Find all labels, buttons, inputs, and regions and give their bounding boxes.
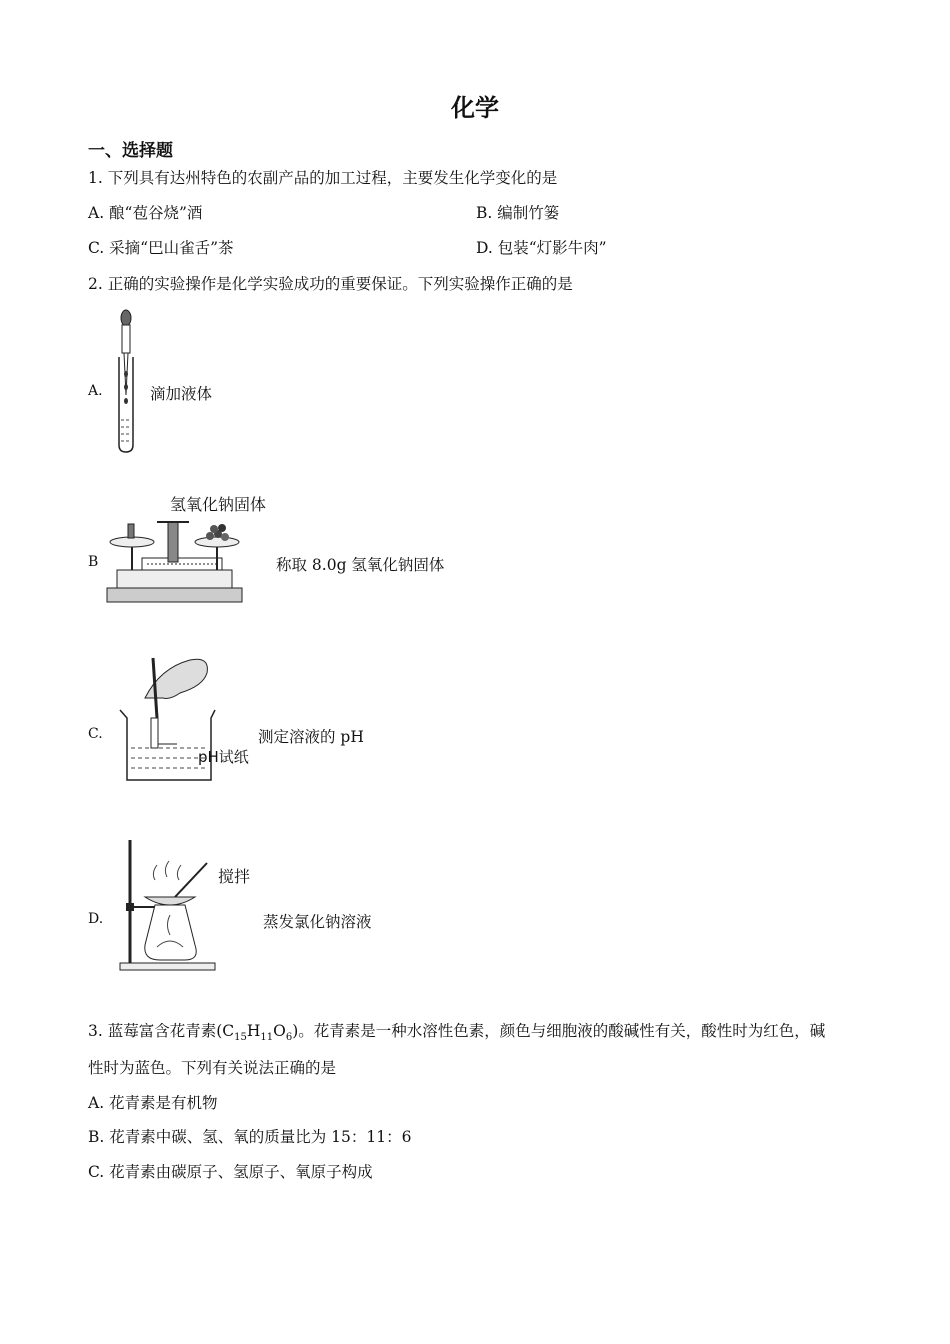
section-heading: 一、选择题 bbox=[88, 141, 173, 161]
q3-stem-line2: 性时为蓝色。下列有关说法正确的是 bbox=[88, 1059, 337, 1077]
q2-option-c-text: 测定溶液的 pH bbox=[258, 728, 364, 746]
q2-option-a-text: 滴加液体 bbox=[150, 385, 213, 403]
q2-stem: 2. 正确的实验操作是化学实验成功的重要保证。下列实验操作正确的是 bbox=[88, 275, 573, 293]
balance-figure bbox=[102, 512, 247, 608]
q3-option-a: A. 花青素是有机物 bbox=[88, 1094, 218, 1112]
q1-option-d: D. 包装“灯影牛肉” bbox=[476, 239, 607, 257]
q2-option-a-letter: A. bbox=[88, 383, 103, 399]
q1-option-a: A. 酿“苞谷烧”酒 bbox=[88, 204, 203, 222]
q2-option-d-letter: D. bbox=[88, 911, 104, 927]
q2-option-d-text: 蒸发氯化钠溶液 bbox=[263, 913, 372, 931]
ph-paper-label: pH试纸 bbox=[198, 748, 249, 766]
q1-option-c: C. 采摘“巴山雀舌”茶 bbox=[88, 239, 234, 257]
page-title: 化学 bbox=[451, 94, 499, 122]
q3-stem-line1: 3. 蓝莓富含花青素$(C_{15}H_{11}O_6)$。花青素是一种水溶性色素，颜色与细胞液的酸碱性有关，酸性时为红色，碱 bbox=[88, 1022, 826, 1044]
q1-option-b: B. 编制竹篓 bbox=[476, 204, 560, 222]
naoh-label: 氢氧化钠固体 bbox=[170, 495, 267, 514]
q3-option-c: C. 花青素由碳原子、氢原子、氧原子构成 bbox=[88, 1163, 373, 1181]
q2-option-b-letter: B bbox=[88, 554, 99, 570]
q2-option-b-text: 称取 8.0g 氢氧化钠固体 bbox=[276, 556, 445, 574]
dropper-figure bbox=[108, 305, 148, 455]
evaporation-figure bbox=[115, 835, 220, 975]
ph-test-figure bbox=[115, 648, 235, 788]
q3-option-b: B. 花青素中碳、氢、氧的质量比为 15：11：6 bbox=[88, 1128, 412, 1146]
q1-stem: 1. 下列具有达州特色的农副产品的加工过程，主要发生化学变化的是 bbox=[88, 169, 558, 187]
q2-option-c-letter: C. bbox=[88, 726, 103, 742]
stir-label: 搅拌 bbox=[218, 867, 251, 886]
